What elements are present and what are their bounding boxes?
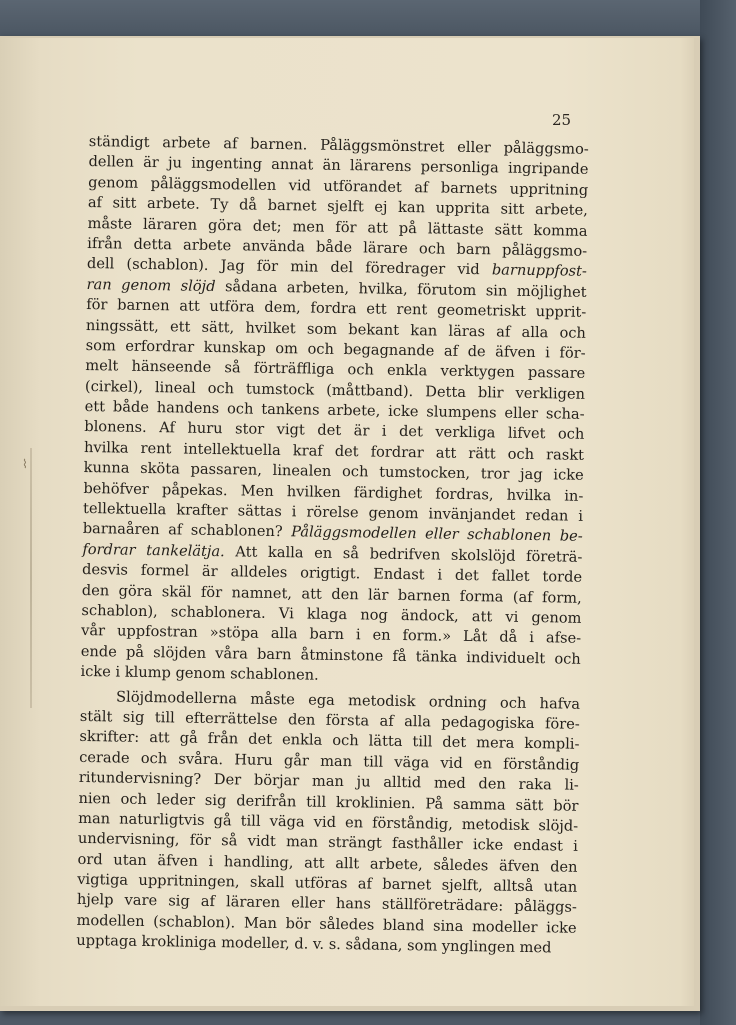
text-line: blonens. Af huru stor vigt det är i det verkliga lifvet och <box>84 418 585 444</box>
text-line: fordrar tankelätja. Att kalla en så bedrifven skolslöjd företrä- <box>82 540 583 566</box>
text-line: ningssätt, ett sätt, hvilket som bekant kan läras af alla och <box>85 316 587 342</box>
text-line: ende på slöjden våra barn åtminstone få tänka individuelt och <box>80 642 581 668</box>
text-line: upptaga krokliniga modeller, d. v. s. sådana, som ynglingen med <box>76 932 552 957</box>
text-line: ett både handens och tankens arbete, icke slumpens eller scha- <box>84 398 585 423</box>
text-line: som erfordrar kunskap om och begagnande af de äfven i för- <box>85 336 586 362</box>
text-line: man naturligtvis gå till väga vid en förståndig, metodisk slöjd- <box>78 809 579 835</box>
text-line: nien och leder sig derifrån till kroklinien. På samma sätt bör <box>78 789 579 815</box>
text-line: ritundervisning? Der börjar man ju alltid med den raka li- <box>78 769 579 794</box>
italic-text: fordrar tankelätja. <box>82 540 225 560</box>
text-line: kunna sköta passaren, linealen och tumstocken, tror jag icke <box>83 459 584 485</box>
text-line: dellen är ju ingenting annat än lärarens personliga ingripande <box>88 153 589 179</box>
text-line: genom påläggsmodellen vid utförandet af barnets uppritning <box>88 173 589 199</box>
text-line: melt hänseende så förträffliga och enkla verktygen passare <box>85 357 586 383</box>
paragraph-1 <box>80 132 589 690</box>
paragraph-2 <box>76 686 580 959</box>
italic-text: barnuppfost- <box>491 261 588 281</box>
text-line: barnaåren af schablonen? Påläggsmodellen eller schablonen be- <box>82 520 583 546</box>
book-page <box>0 38 694 1006</box>
italic-text: ran genom slöjd <box>86 275 216 295</box>
text-line: ständigt arbete af barnen. Påläggsmönstret eller påläggsmo- <box>88 132 589 158</box>
text-line: af sitt arbete. Ty då barnet sjelft ej kan upprita sitt arbete, <box>87 194 588 220</box>
text-line: måste läraren göra det; men för att på lättaste sätt komma <box>87 214 588 240</box>
page-number: 25 <box>552 111 572 129</box>
italic-text: Påläggsmodellen eller schablonen be- <box>291 523 583 546</box>
text-line: hjelp vare sig af läraren eller hans ställföreträdare: påläggs- <box>76 891 578 917</box>
text-line: undervisning, för så vidt man strängt fasthåller icke endast i <box>77 830 578 856</box>
gutter-crease <box>30 448 32 708</box>
text-line: desvis formel är alldeles origtigt. Endast i det fallet torde <box>81 561 583 587</box>
body-text <box>76 132 589 959</box>
text-line: icke i klump genom schablonen. <box>80 663 319 684</box>
text-line: (cirkel), lineal och tumstock (måttband). Detta blir verkligen <box>84 377 586 403</box>
background-right <box>700 0 736 1025</box>
text-line: cerade och svåra. Huru går man till väga vid en förståndig <box>79 748 580 774</box>
text-line: skrifter: att gå från det enkla och lätta till det mera kompli- <box>79 728 580 754</box>
text-line: Slöjdmodellerna måste ega metodisk ordning och hafva <box>116 688 581 713</box>
text-line: vår uppfostran »stöpa alla barn i en form.» Låt då i afse- <box>81 622 582 648</box>
text-line: vigtiga uppritningen, skall utföras af barnet sjelft, alltså utan <box>77 870 578 896</box>
text-line: modellen (schablon). Man bör således bland sina modeller icke <box>76 911 577 937</box>
text-line: behöfver påpekas. Men hvilken färdighet fordras, hvilka in- <box>83 479 584 505</box>
text-line: för barnen att utföra dem, fordra ett rent geometriskt upprit- <box>86 296 587 321</box>
gutter-mark-icon: ⌇ <box>22 457 28 471</box>
text-line: dell (schablon). Jag för min del föredrager vid barnuppfost- <box>86 255 588 281</box>
text-line: ran genom slöjd sådana arbeten, hvilka, förutom sin möjlighet <box>86 275 587 301</box>
background-top <box>0 0 736 40</box>
text-line: den göra skäl för namnet, att den lär barnen forma (af form, <box>81 581 582 607</box>
text-line: schablon), schablonera. Vi klaga nog ändock, att vi genom <box>81 601 582 627</box>
text-line: ifrån detta arbete använda både lärare och barn påläggsmo- <box>87 234 588 260</box>
text-line: stält sig till efterrättelse den första af alla pedagogiska före- <box>79 707 580 733</box>
text-line: tellektuella krafter sättas i rörelse genom invänjandet redan i <box>82 499 584 525</box>
text-line: hvilka rent intellektuella kraf det fordrar att rätt och raskt <box>83 438 585 464</box>
text-line: ord utan äfven i handling, att allt arbete, således äfven den <box>77 850 578 876</box>
